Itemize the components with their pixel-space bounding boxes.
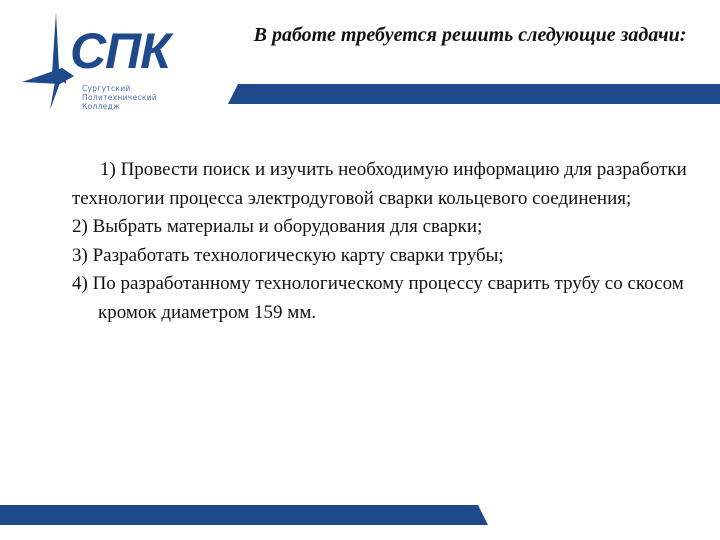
slide-title: В работе требуется решить следующие задачи:	[253, 24, 687, 46]
list-item: 3) Разработать технологическую карту сварки трубы;	[72, 244, 504, 266]
header-accent-bar	[228, 84, 720, 104]
list-item: 1) Провести поиск и изучить необходимую информацию для разработки технологии процесса электродуговой сварки кольцевого соединения;	[72, 159, 687, 209]
task-list	[72, 156, 692, 327]
footer-accent-bar	[0, 505, 488, 525]
logo-caption	[82, 84, 157, 111]
list-item: 4) По разработанному технологическому процессу сварить трубу со скосом кромок диаметром 159 мм.	[72, 273, 684, 323]
logo-caption-line: Политехнический	[82, 93, 158, 102]
logo-caption-line: Колледж	[82, 102, 121, 111]
logo-caption-line: Сургутский	[82, 84, 131, 93]
list-item: 2) Выбрать материалы и оборудования для сварки;	[72, 216, 483, 237]
logo-text: СПК	[70, 23, 170, 79]
